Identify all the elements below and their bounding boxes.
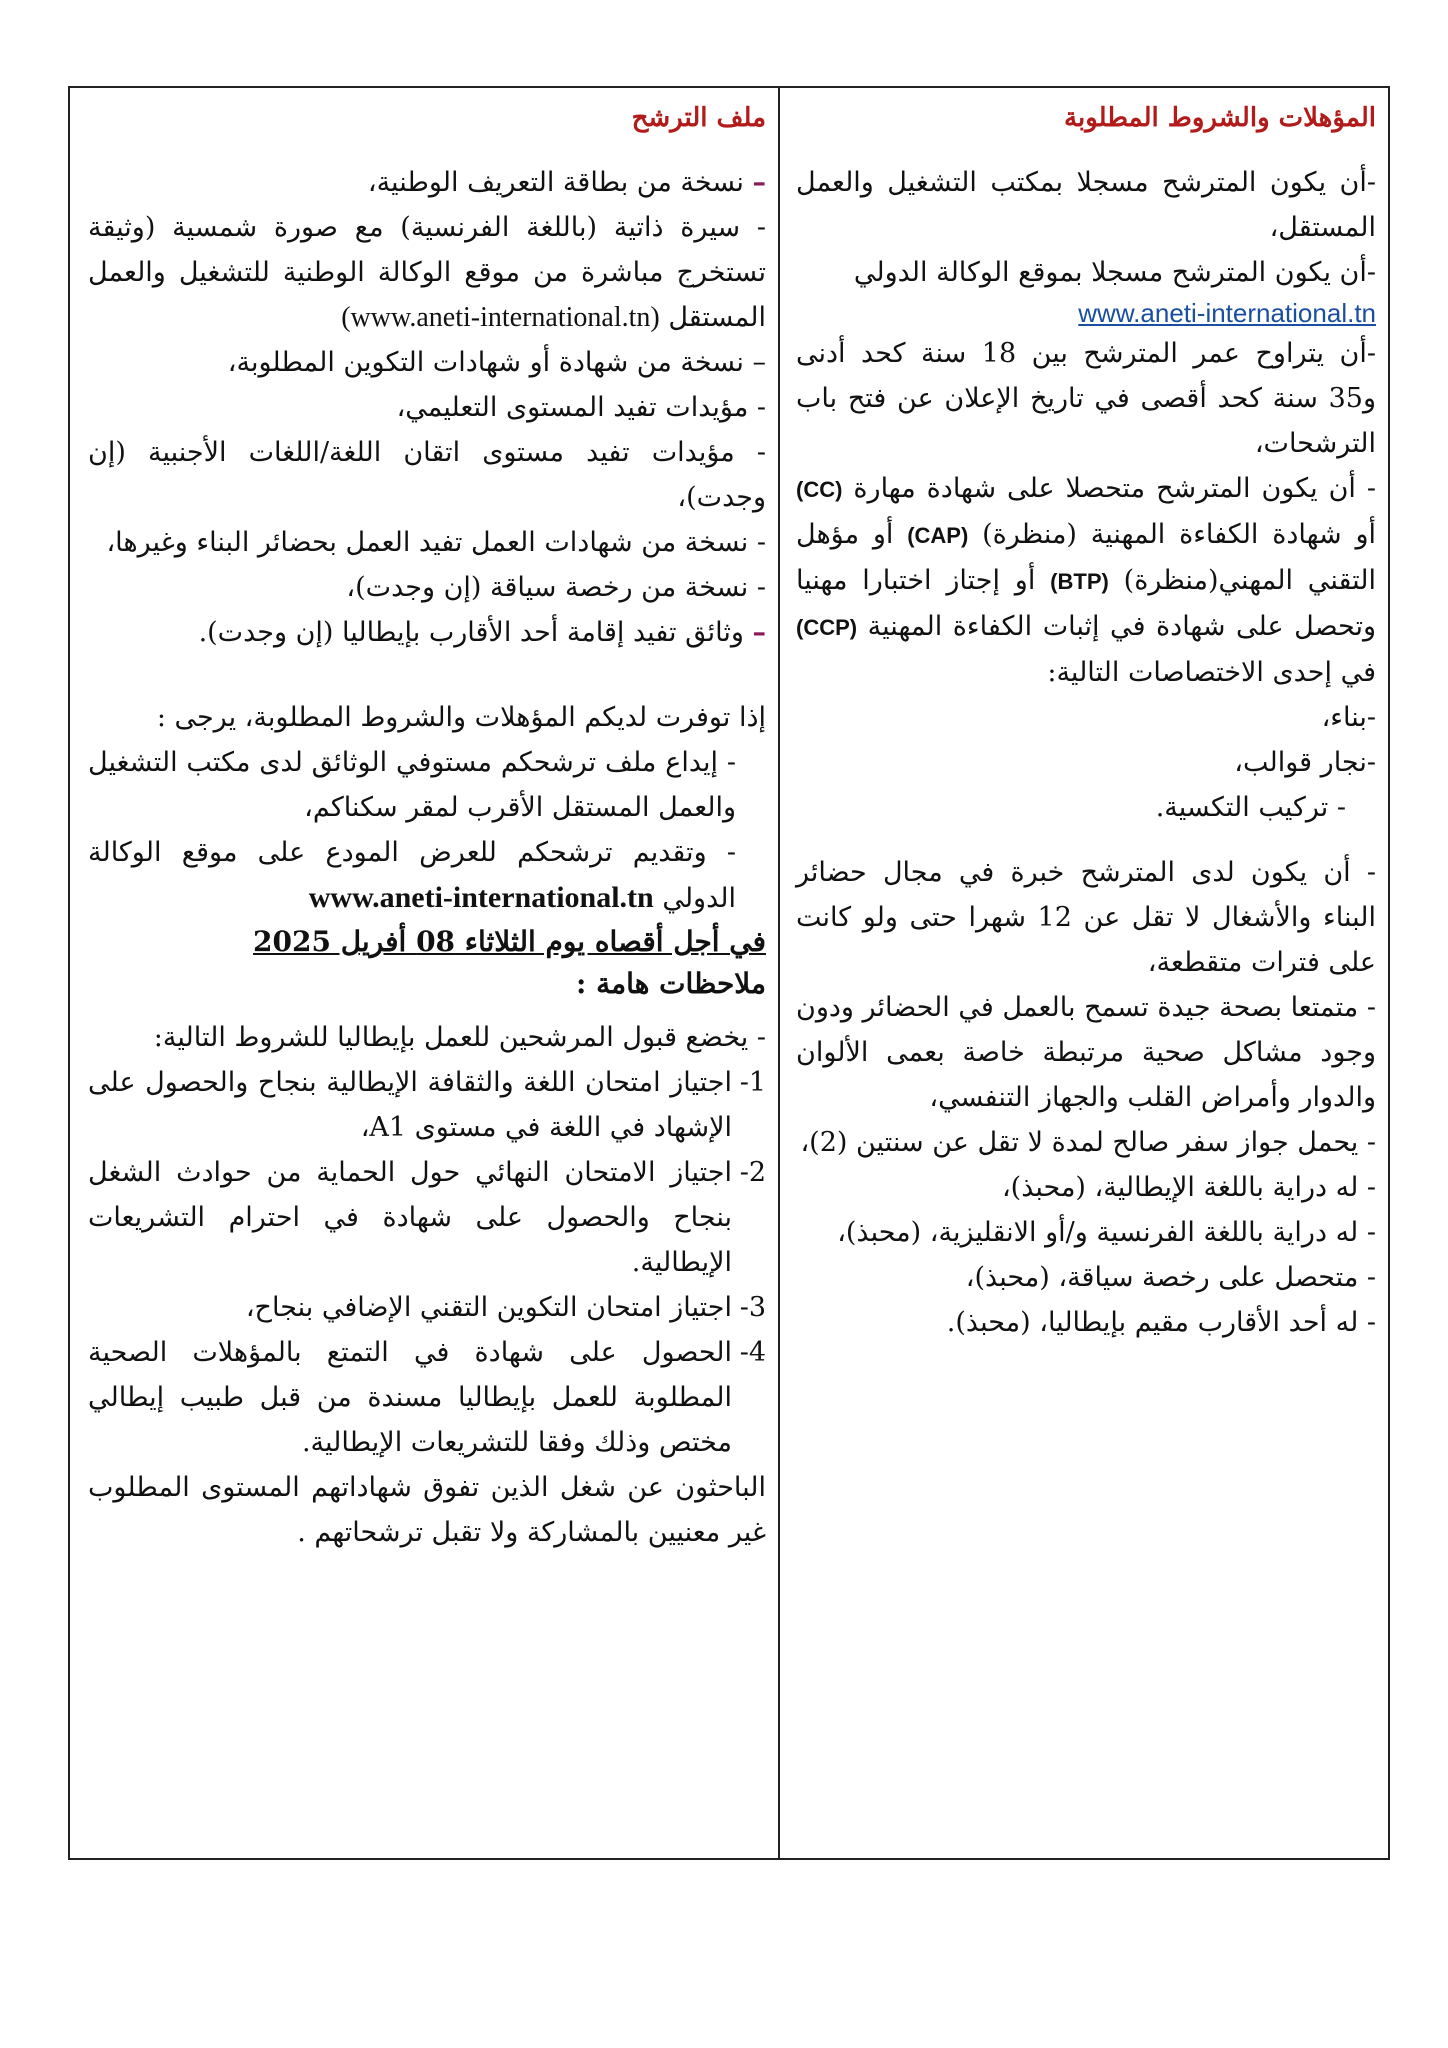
- document-item: [88, 160, 766, 205]
- cert-code-ccp: (CCP): [796, 615, 858, 640]
- document-item: - نسخة من شهادات العمل تفيد العمل بحضائر البناء وغيرها،: [106, 527, 766, 558]
- specialty-item: - تركيب التكسية.: [1155, 792, 1346, 823]
- cv-url: (www.aneti-international.tn): [341, 302, 660, 333]
- cert-text: - أن يكون المترشح متحصلا على شهادة مهارة: [853, 473, 1376, 504]
- specialty-item: -بناء،: [1321, 702, 1376, 733]
- requirement-item: - أن يكون لدى المترشح خبرة في مجال حضائر البناء والأشغال لا تقل عن 12 شهرا حتى ولو كانت على فترات متقطعة،: [796, 857, 1376, 978]
- application-file-column: [70, 88, 778, 1858]
- instruction-step-text: - وتقديم ترشحكم للعرض المودع على موقع الوكالة الدولي: [88, 837, 736, 914]
- instruction-step: [88, 830, 766, 921]
- condition-item: [88, 1060, 766, 1150]
- cert-code-btp: (BTP): [1050, 569, 1109, 594]
- requirement-item: -أن يكون المترشح مسجلا بموقع الوكالة الدولي: [853, 257, 1376, 288]
- document-item-cv: [88, 205, 766, 340]
- condition-item: [88, 1285, 766, 1330]
- document-item: – نسخة من شهادة أو شهادات التكوين المطلوبة،: [227, 347, 766, 378]
- condition-text: الحصول على شهادة في التمتع بالمؤهلات الصحية المطلوبة للعمل بإيطاليا مسندة من قبل طبيب إيطالي مختص وذلك وفقا للتشريعات الإيطالية.: [88, 1337, 732, 1458]
- requirement-item: - له دراية باللغة الإيطالية، (محبذ)،: [1001, 1172, 1376, 1203]
- condition-number: 3-: [739, 1292, 766, 1323]
- cert-code-cap: (CAP): [907, 523, 969, 548]
- requirement-item: - له أحد الأقارب مقيم بإيطاليا، (محبذ).: [946, 1307, 1376, 1338]
- aneti-site-url[interactable]: www.aneti-international.tn: [308, 881, 654, 914]
- cert-code-cc: (CC): [796, 477, 843, 502]
- condition-number: 2-: [739, 1157, 766, 1188]
- document-item-text: وثائق تفيد إقامة أحد الأقارب بإيطاليا (إن وجدت).: [198, 617, 744, 648]
- cert-text: أو مؤهل التقني المهني(منظرة): [796, 519, 1376, 596]
- requirement-item: - يحمل جواز سفر صالح لمدة لا تقل عن سنتين (2)،: [800, 1127, 1376, 1158]
- requirement-item: - متحصل على رخصة سياقة، (محبذ)،: [965, 1262, 1376, 1293]
- condition-item: [88, 1330, 766, 1465]
- document-item: - مؤيدات تفيد المستوى التعليمي،: [396, 392, 766, 423]
- deadline: في أجل أقصاه يوم الثلاثاء 08 أفريل 2025: [253, 925, 766, 958]
- document-item-text: نسخة من بطاقة التعريف الوطنية،: [367, 167, 744, 198]
- condition-text: اجتياز امتحان التكوين التقني الإضافي بنجاح،: [245, 1292, 732, 1323]
- requirement-item: -أن يكون المترشح مسجلا بمكتب التشغيل والعمل المستقل،: [796, 167, 1376, 243]
- document-item: - نسخة من رخصة سياقة (إن وجدت)،: [346, 572, 766, 603]
- document-item: - مؤيدات تفيد مستوى اتقان اللغة/اللغات الأجنبية (إن وجدت)،: [88, 437, 766, 513]
- cert-text: أو شهادة الكفاءة المهنية (منظرة): [982, 519, 1376, 550]
- cert-text: في إحدى الاختصاصات التالية:: [1047, 657, 1376, 688]
- document-table: [68, 86, 1390, 1860]
- notes-intro: - يخضع قبول المرشحين للعمل بإيطاليا للشروط التالية:: [153, 1022, 766, 1053]
- document-item-text: - سيرة ذاتية (باللغة الفرنسية) مع صورة شمسية (وثيقة تستخرج مباشرة من موقع الوكالة الوطنية للتشغيل والعمل المستقل: [88, 212, 766, 333]
- closing-note: الباحثون عن شغل الذين تفوق شهاداتهم المستوى المطلوب غير معنيين بالمشاركة ولا تقبل ترشحاتهم .: [88, 1472, 766, 1548]
- instructions-intro: إذا توفرت لديكم المؤهلات والشروط المطلوبة، يرجى :: [156, 702, 766, 733]
- requirement-certificates: [796, 466, 1376, 695]
- application-file-heading: ملف الترشح: [631, 103, 766, 133]
- dash-bullet: –: [752, 617, 766, 648]
- condition-number: 4-: [739, 1337, 766, 1368]
- condition-number: 1-: [739, 1067, 766, 1098]
- condition-text: اجتياز الامتحان النهائي حول الحماية من حوادث الشغل بنجاح والحصول على شهادة في احترام التشريعات الإيطالية.: [88, 1157, 732, 1278]
- document-item: [88, 610, 766, 655]
- requirement-item: - متمتعا بصحة جيدة تسمح بالعمل في الحضائر ودون وجود مشاكل صحية مرتبطة خاصة بعمى الألوان والدوار وأمراض القلب والجهاز التنفسي،: [796, 992, 1376, 1113]
- requirement-item: -أن يتراوح عمر المترشح بين 18 سنة كحد أدنى و35 سنة كحد أقصى في تاريخ الإعلان عن فتح باب الترشحات،: [796, 338, 1376, 459]
- cert-text: أو إجتاز اختبارا مهنيا وتحصل على شهادة في إثبات الكفاءة المهنية: [796, 565, 1376, 642]
- condition-text: اجتياز امتحان اللغة والثقافة الإيطالية بنجاح والحصول على الإشهاد في اللغة في مستوى A1،: [88, 1067, 732, 1143]
- condition-item: [88, 1150, 766, 1285]
- instruction-step: - إيداع ملف ترشحكم مستوفي الوثائق لدى مكتب التشغيل والعمل المستقل الأقرب لمقر سكناكم،: [88, 747, 736, 823]
- notes-heading: ملاحظات هامة :: [575, 967, 766, 1000]
- qualifications-column: [778, 88, 1388, 1858]
- qualifications-heading: المؤهلات والشروط المطلوبة: [1064, 103, 1376, 133]
- aneti-link[interactable]: www.aneti-international.tn: [1078, 298, 1376, 328]
- requirement-item: - له دراية باللغة الفرنسية و/أو الانقليزية، (محبذ)،: [837, 1217, 1376, 1248]
- specialty-item: -نجار قوالب،: [1234, 747, 1376, 778]
- dash-bullet: –: [752, 167, 766, 198]
